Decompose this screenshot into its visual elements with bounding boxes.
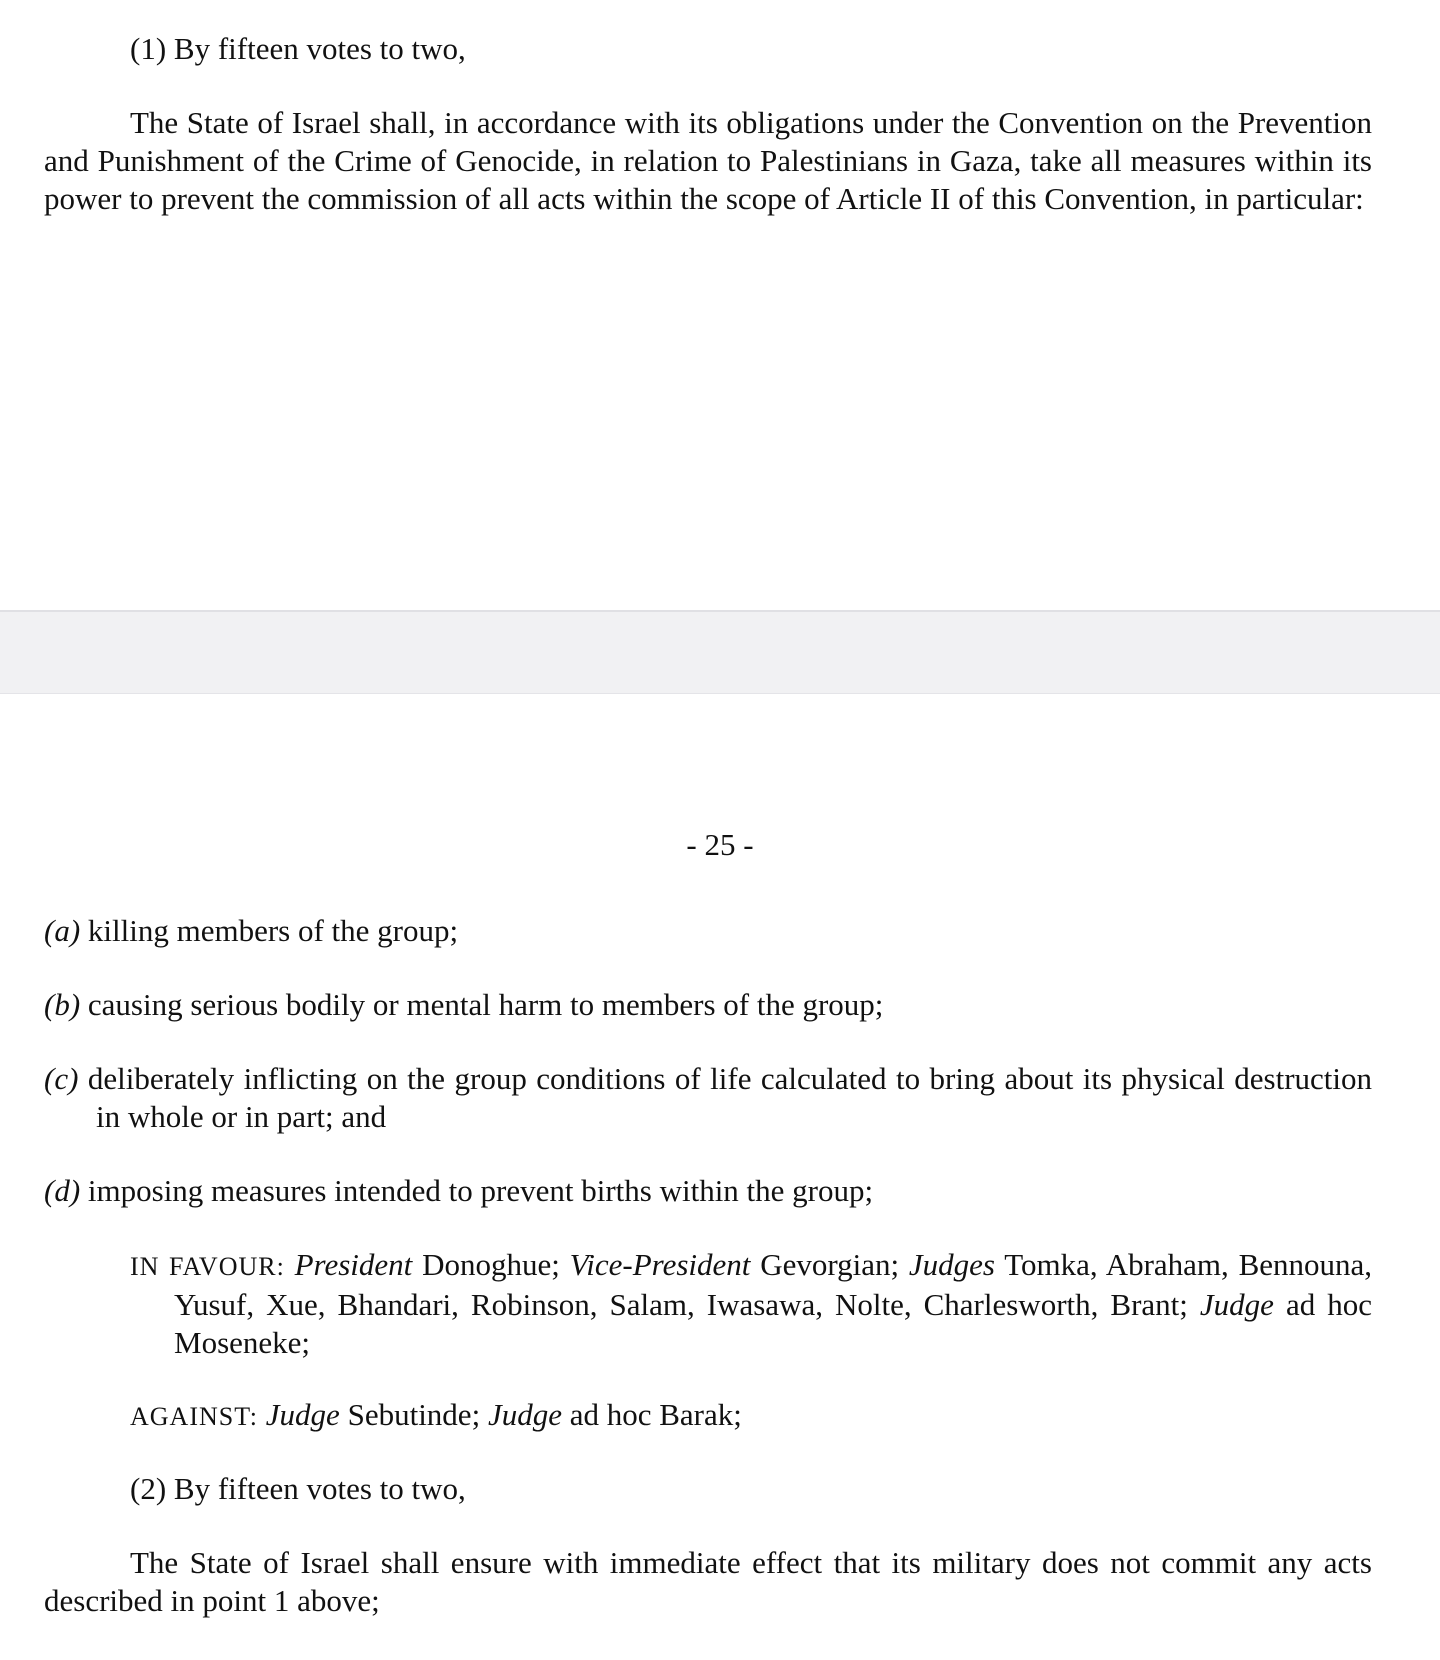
list-text-b: causing serious bodily or mental harm to members of the group;	[87, 987, 884, 1022]
list-marker-b: (b)	[44, 987, 81, 1022]
against-label: AGAINST:	[130, 1402, 259, 1431]
judge-adhoc-favour: ad hoc Moseneke;	[174, 1287, 1372, 1360]
judges-title: Judges	[908, 1247, 995, 1282]
list-item-d	[44, 1172, 1372, 1210]
page-number: - 25 -	[686, 827, 754, 862]
list-item-c	[44, 1060, 1372, 1136]
vote-in-favour	[130, 1246, 1372, 1362]
vote-heading-2: (2) By fifteen votes to two,	[130, 1471, 466, 1506]
judge-adhoc-against: ad hoc Barak;	[569, 1397, 742, 1432]
list-text-c: deliberately inflicting on the group conditions of life calculated to bring about its physical destruction in whole or in part; and	[87, 1061, 1373, 1134]
document-page-upper	[0, 0, 1440, 610]
vice-president-title: Vice-President	[569, 1247, 751, 1282]
document-page-lower	[0, 694, 1440, 1660]
list-text-a: killing members of the group;	[87, 913, 459, 948]
president-name: Donoghue;	[422, 1247, 560, 1282]
judge-title-against: Judge	[265, 1397, 340, 1432]
vote-against	[130, 1396, 1372, 1436]
vice-president-name: Gevorgian;	[760, 1247, 900, 1282]
in-favour-label: IN FAVOUR:	[130, 1252, 285, 1281]
vote-heading-1: (1) By fifteen votes to two,	[130, 31, 466, 66]
judge-adhoc-title-against: Judge	[487, 1397, 562, 1432]
list-text-d: imposing measures intended to prevent births within the group;	[87, 1173, 874, 1208]
judges-names: Tomka, Abraham, Bennouna, Yusuf, Xue, Bhandari, Robinson, Salam, Iwasawa, Nolte, Charlesworth, Brant;	[174, 1247, 1373, 1322]
page-separator	[0, 610, 1440, 694]
list-marker-c: (c)	[44, 1061, 79, 1096]
list-item-b	[44, 986, 1372, 1024]
judge-adhoc-title-favour: Judge	[1199, 1287, 1274, 1322]
operative-paragraph-2: The State of Israel shall ensure with immediate effect that its military does not commit any acts described in point 1 above;	[44, 1545, 1372, 1618]
judge-against: Sebutinde;	[347, 1397, 481, 1432]
list-marker-d: (d)	[44, 1173, 81, 1208]
list-item-a	[44, 912, 1372, 950]
president-title: President	[294, 1247, 413, 1282]
list-marker-a: (a)	[44, 913, 81, 948]
operative-paragraph-1: The State of Israel shall, in accordance with its obligations under the Convention on the Prevention and Punishment of the Crime of Genocide, in relation to Palestinians in Gaza, take all measures within its power to prevent the commission of all acts within the scope of Article II of this Convention, in particular:	[44, 105, 1372, 216]
